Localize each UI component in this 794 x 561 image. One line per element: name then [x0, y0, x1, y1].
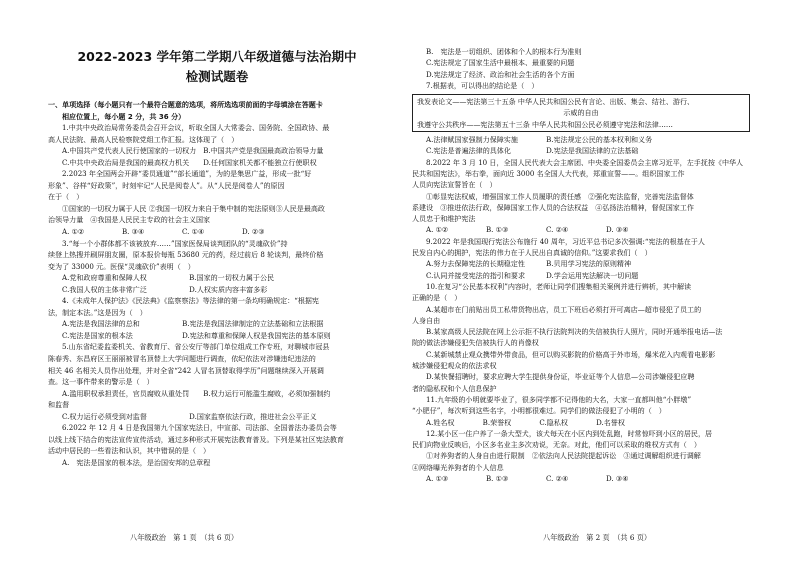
right-column: [412, 0, 750, 561]
q2-stem-cont: 形象”、谷样“好政策”，时刻牢记“人民是阅卷人”。从“人民是阅卷人”的原因: [48, 180, 285, 190]
q10-stem-cont: 正确的是（ ）: [412, 293, 462, 303]
footer-left: 八年级政治 第 1 页 （共 6 页）: [130, 533, 239, 542]
q11-options: A.姓名权 B.荣誉权 C.隐私权 D.名誉权: [426, 417, 625, 427]
q6-stem-cont: 以线上线下结合的宪法宣传宣传活动，通过多种形式开展宪法教育普及。下列是某社区宪法教育: [48, 434, 344, 444]
q12-option-b: B. ①③: [486, 473, 509, 483]
q8-statements-cont: 系建设 ③推进依法行政，保障国家工作人员的合法权益 ④弘扬法治精神，督促国家工作: [412, 202, 694, 212]
q11-stem: 11.九年级的小明就要毕业了，很多同学都不记得他的大名，大家一直都叫他“小胖墩”: [426, 394, 692, 404]
q11-stem-cont: “小肥仔”，每次听到这些名字，小明都很难过。同学们的做法侵犯了小明的（ ）: [412, 406, 666, 416]
q3-stem: 3.“每一个小群体都不该被放弃……”国家医保局谈判团队的“灵魂砍价”持: [62, 238, 288, 248]
q1-option-cd: C.中共中央政治局是我国的最高权力机关 D.任何国家机关都不能独立行使职权: [62, 157, 317, 167]
q7-option-cd: C.宪法是普遍法律的具体化 D.宪法是我国法律的立法基础: [426, 146, 639, 156]
q8-stem: 8.2022 年 3 月 10 日，全国人民代表大会主席团、中央委全国委员会主席习近平，左手抚按《中华人: [426, 157, 744, 167]
table-row: 我发表论文——宪法第三十五条 中华人民共和国公民有言论、出版、集会、结社、游行、: [417, 97, 695, 107]
q2-option-a: A. ①②: [62, 227, 85, 237]
q12-options: [412, 473, 750, 484]
q6-stem-cont: 活动中居民的一些看法和认识，其中错误的是（ ）: [48, 446, 211, 456]
q6-option-b: B. 宪法是一切组织、团体和个人的根本行为准则: [426, 47, 582, 56]
q6-option-c: C.宪法规定了国家生活中最根本、最重要的问题: [426, 58, 575, 68]
q1-option-ab: A.中国共产党代表人民行使国家的一切权力 B.中国共产党是我国最高政治领导力量: [62, 146, 324, 156]
q3-option-ab: A.党和政府尊重和保障人权 B.国家的一切权力属于公民: [62, 273, 275, 283]
q6-option-d: D.宪法规定了经济、政治和社会生活的各个方面: [426, 69, 575, 79]
q12-stem: 12.某小区一住户养了一条大型犬，该犬每天在小区内到处乱跑，时常惊吓到小区的居民，居: [426, 428, 713, 438]
table-row: 我遵守公共秩序——宪法第五十三条 中华人民共和国公民必须遵守宪法和法律……: [417, 119, 673, 129]
q10-option-d-cont: 者的隐私权和个人信息保护: [412, 383, 497, 393]
q6-option-a: A. 宪法是国家的根本法，是治国安邦的总章程: [62, 457, 211, 467]
q8-option-b: B. ①③: [486, 225, 509, 235]
q10-option-d: D.某快餐招聘时，要求应聘大学生提供身份证，毕业证等个人信息—公司涉嫌侵犯应聘: [426, 372, 695, 382]
q7-option-ab: A.法律赋国家强制力保障实施 B.宪法规定公民的基本权利和义务: [426, 135, 653, 145]
q12-stem-cont: 民们向物业反映后，小区多名业主多次劝说，无奈。对此，他们可以采取的维权方式有（ ）: [412, 440, 701, 450]
q10-option-a: A.某超市在门前贴出员工私带货物出店，员工下班后必须打开可离店—超市侵犯了员工的: [426, 304, 702, 314]
q8-option-d: D. ③④: [606, 225, 629, 235]
q4-option-ab: A.宪法是我国法律的总和 B.宪法是我国法律制定的立法基础和立法根据: [62, 319, 324, 329]
table-row-cont: 示威的自由: [563, 108, 599, 118]
q10-stem: 10.在复习“公民基本权利”内容时，老师让同学们搜集相关案例并进行辨析，其中解读: [426, 281, 692, 291]
q2-statements: ①国家的一切权力属于人民 ②我国一切权力来自于集中制的宪法原则③人民是最高政: [62, 203, 325, 213]
q7-stem: 7.根据表，可以得出的结论是（ ）: [426, 80, 539, 90]
q4-stem: 4.《未成年人保护法》《民法典》《监察察法》等法律的第一条均明确规定：“根据宪: [62, 296, 319, 306]
q1-stem-cont: 高人民法院、最高人民检察院党组工作汇报。这体现了（ ）: [48, 134, 239, 144]
q5-option-ab-cont: 和监督: [48, 400, 70, 410]
q8-stem-cont: 人员向宪法宣誓旨在（ ）: [412, 180, 497, 190]
q4-stem-cont: 法，制定本法。”这是因为（ ）: [48, 307, 147, 317]
left-column: [48, 0, 386, 561]
q3-option-cd: C.我国人权的主体非常广泛 D.人权实质内容丰富多彩: [62, 284, 268, 294]
q2-option-b: B. ③④: [122, 227, 145, 237]
q2-statements-cont: 治领导力量 ④我国是人民民主专政的社会主义国家: [48, 215, 211, 225]
q3-stem-cont: 续登上热搜并刷屏朋友圈，原本报价每瓶 53680 元的药，经过前后 8 轮谈判，最终价格: [48, 250, 324, 260]
footer-right: 八年级政治 第 2 页 （共 6 页）: [543, 533, 652, 542]
top-spacer: [412, 0, 750, 46]
q8-stem-cont: 民共和国宪法》，举右拳，面向近 3000 名全国人大代表，郑重宣誓——。组织国家工作: [412, 168, 685, 178]
q9-stem: 9.2022 年是我国现行宪法公布施行 40 周年，习近平总书记多次强调:“宪法的根基在于人: [426, 236, 705, 246]
section-heading: 一、单项选择（每小题只有一个最符合题意的选项，将所选选项前面的字母填涂在答题卡: [48, 100, 323, 109]
q5-option-ab: A.滥用职权承担责任，官员腐败从重处罚 B.权力运行可能滥生腐败，必须加强制约: [62, 388, 331, 398]
q10-option-b: B.某家高级人民法院在网上公示拒不执行法院判决的失信被执行人照片，同时开通举报电话—法: [426, 327, 723, 337]
q3-stem-cont: 变为了 33000 元。医保“灵魂砍价”表明（ ）: [48, 261, 195, 271]
q5-stem: 5.山东省纪委监委机关、省教育厅、省公安厅等部门单位组成工作专班，对聊城市冠县: [62, 342, 330, 352]
page-subtitle: 检测试题卷: [185, 69, 249, 84]
q5-option-cd: C.权力运行必须受到对监督 D.国家监察依法行政，推进社会公平正义: [62, 411, 317, 421]
q9-option-ab: A.努力去保障宪法的长期稳定性 B.贝用学习宪法的原则精神: [426, 259, 632, 269]
q10-option-b-cont: 院的做法涉嫌侵犯失信被执行人的肖像权: [412, 338, 539, 348]
q12-statements: ①对养狗者的人身自由进行限制 ②依法向人民法院提起诉讼 ③通过调解组织进行调解: [426, 451, 701, 461]
q12-statements-cont: ④网络曝光养狗者的个人信息: [412, 462, 504, 472]
q7-table-box: [412, 94, 750, 132]
q2-stem: 2.2023 年全国两会开辟“委员通道”“部长通道”，为的是集思广益，形成一批“好: [62, 169, 312, 179]
q8-option-c: C. ②④: [546, 225, 569, 235]
q12-option-c: C. ②④: [546, 473, 569, 483]
q8-option-a: A. ①②: [426, 225, 449, 235]
q6-stem: 6.2022 年 12 月 4 日是我国第九个国家宪法日，中宣部、司法部、全国普法办委员会等: [62, 423, 337, 433]
q8-statements: ①彰显宪法权威，增强国家工作人员履职的责任感 ②强化宪法监督，完善宪法监督体: [426, 191, 694, 201]
q2-option-d: D. ②③: [242, 227, 265, 237]
q9-stem-cont: 民发自内心的拥护，宪法的伟力在于人民出自真诚的信仰。”这要求我们（ ）: [412, 248, 652, 258]
q4-option-cd: C.宪法是国家的根本法 D.宪法和尊重和保障人权是我国宪法的基本原则: [62, 330, 331, 340]
q10-option-c-cont: 城涉嫌侵犯观众的依法求权: [412, 361, 497, 371]
q8-options: [412, 224, 750, 235]
q12-option-d: D. ③④: [606, 473, 629, 483]
q8-statements-cont: 人员忠于和维护宪法: [412, 214, 476, 224]
section-heading-cont: 相应位置上，每小题 2 分，共 36 分）: [62, 111, 186, 121]
q5-stem-cont: 相关 46 名相关人员作出处理，并对全省“242 人冒名顶替取得学历”问题继续深入开展调: [48, 365, 324, 375]
page-title: 2022-2023 学年第二学期八年级道德与法治期中: [77, 49, 357, 64]
q10-option-c: C.某新城禁止观众携带外带食品，但可以购买影院的价格高于外市场，爆米花入内观看电影影: [426, 349, 716, 359]
q2-option-c: C. ①④: [182, 227, 205, 237]
q5-stem-cont: 陈春秀、东昌府区王丽丽被冒名顶替上大学问题进行调查，依纪依法对涉嫌违纪违法的: [48, 354, 316, 364]
q5-stem-cont: 查。这一事件带来的警示是（ ）: [48, 377, 154, 387]
q1-stem: 1.中共中央政治局常务委员会召开会议，听取全国人大常委会、国务院、全国政协、最: [62, 123, 330, 133]
q2-stem-cont: 在于（ ）: [48, 192, 84, 202]
q12-option-a: A. ①③: [426, 473, 449, 483]
q9-option-cd: C.认同并接受宪法的指引和要求 D.学会运用宪法解决一切问题: [426, 270, 639, 280]
q2-options: [48, 226, 386, 238]
q10-option-a-cont: 人身自由: [412, 315, 441, 325]
